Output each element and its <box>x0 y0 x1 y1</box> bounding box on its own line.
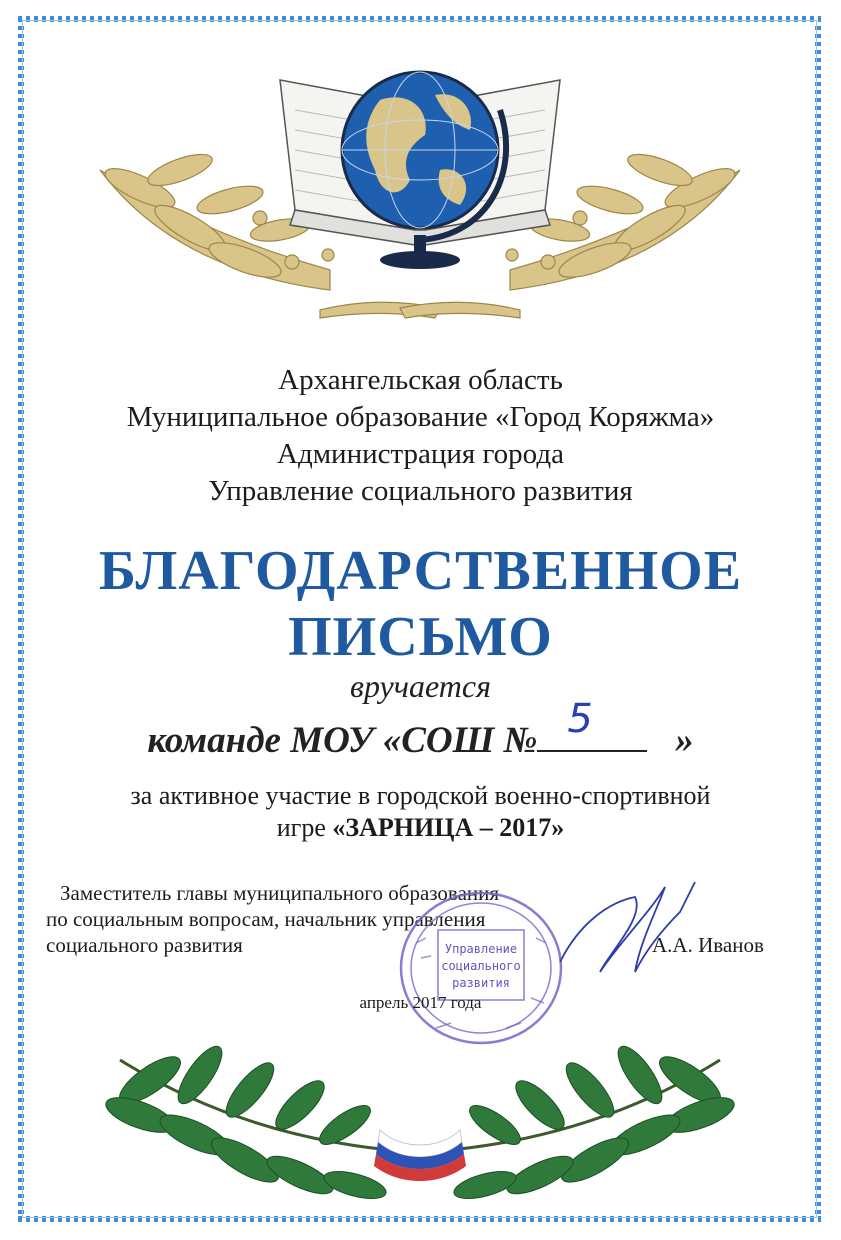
laurel-branch-left <box>102 1040 390 1204</box>
signatory-line-1: Заместитель главы муниципального образования <box>60 881 500 905</box>
presented-text: вручается <box>350 668 491 704</box>
stamp-text-1: Управление <box>444 942 518 956</box>
reason-prefix: игре <box>276 813 326 842</box>
school-number-blank <box>537 696 647 752</box>
tricolor-ribbon <box>374 1130 466 1181</box>
administration-line: Администрация города <box>277 438 564 470</box>
globe-icon <box>342 72 506 269</box>
stamp-text-3: развития <box>452 976 510 990</box>
reason-line-2 <box>0 812 841 844</box>
signatory-name: А.А. Иванов <box>652 933 764 957</box>
reason-line-1: за активное участие в городской военно-спортивной <box>130 781 711 810</box>
reason-text <box>0 780 841 844</box>
stamp-text-2: социального <box>441 959 521 973</box>
department-line: Управление социального развития <box>208 475 633 507</box>
municipality-line: Муниципальное образование «Город Коряжма» <box>126 401 715 433</box>
globe-book-emblem <box>80 50 760 360</box>
title-line-1: БЛАГОДАРСТВЕННОЕ <box>98 540 743 602</box>
green-laurel-wreath <box>90 1020 750 1215</box>
issuer-header <box>0 362 841 510</box>
handwritten-signature <box>540 872 700 982</box>
recipient-prefix: команде МОУ «СОШ № <box>147 720 538 761</box>
title-line-2: ПИСЬМО <box>288 606 553 668</box>
issue-date: апрель 2017 года <box>359 993 482 1012</box>
signatory-line-3: социального развития <box>46 933 243 957</box>
signatory-line-2: по социальным вопросам, начальник управления <box>46 907 486 931</box>
event-name: «ЗАРНИЦА – 2017» <box>332 813 565 842</box>
recipient-suffix: » <box>675 720 694 761</box>
document-title <box>0 538 841 670</box>
region-line: Архангельская область <box>278 364 563 396</box>
school-number-handwritten: 5 <box>567 696 593 742</box>
recipient-line <box>0 696 841 762</box>
laurel-branch-right <box>450 1040 738 1204</box>
